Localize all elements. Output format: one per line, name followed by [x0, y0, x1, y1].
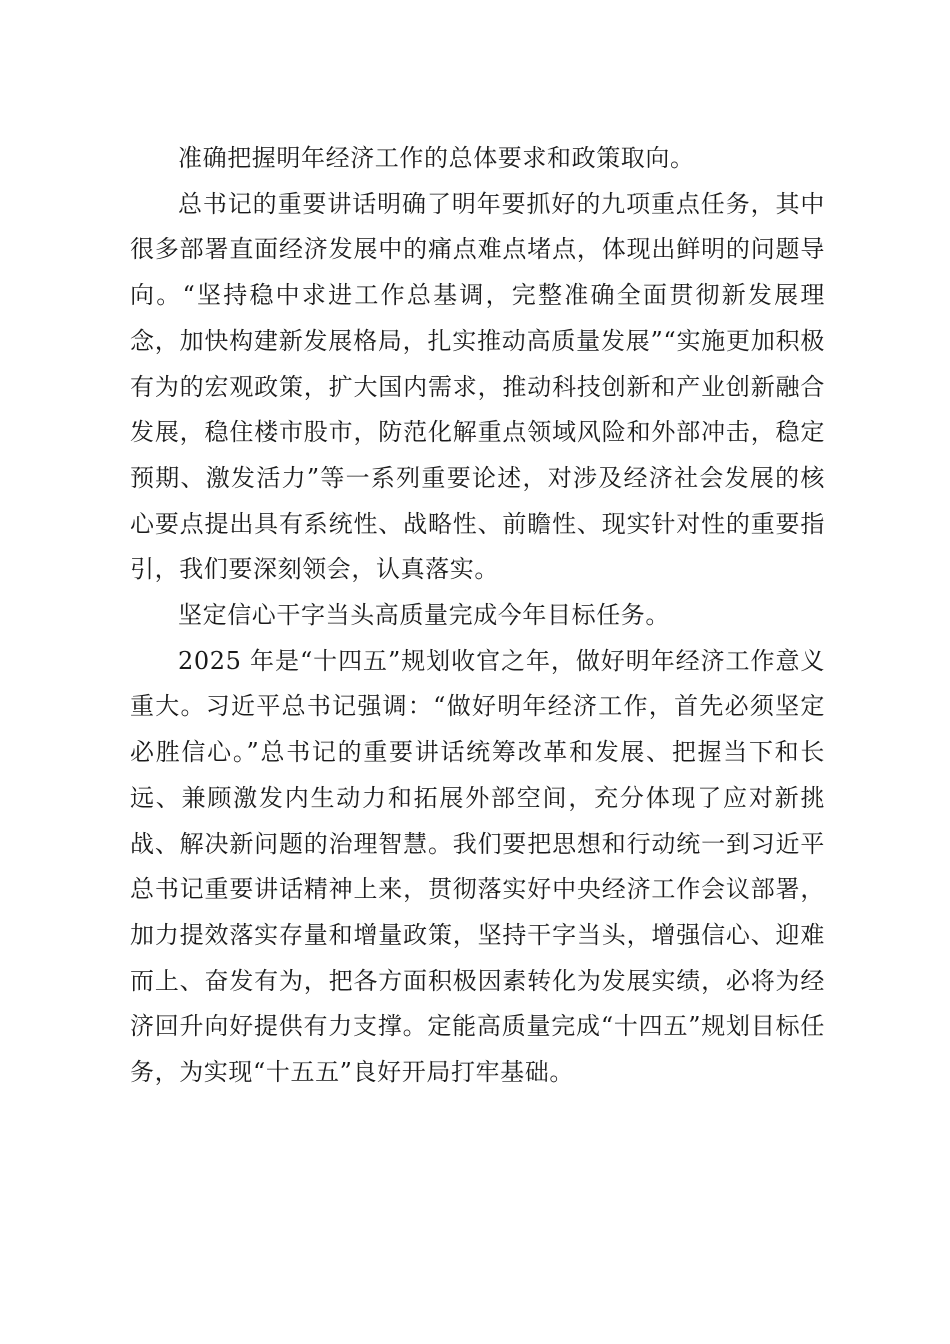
- paragraph-2025-goals: 2025 年是“十四五”规划收官之年，做好明年经济工作意义重大。习近平总书记强调：“做好明年经济工作，首先必须坚定必胜信心。”总书记的重要讲话统筹改革和发展、把握当下和长远、兼顾激发内生动力和拓展外部空间，充分体现了应对新挑战、解决新问题的治理智慧。我们要把思想和行动统一到习近平总书记重要讲话精神上来，贯彻落实好中央经济工作会议部署，加力提效落实存量和增量政策，坚持干字当头，增强信心、迎难而上、奋发有为，把各方面积极因素转化为发展实绩，必将为经济回升向好提供有力支撑。定能高质量完成“十四五”规划目标任务，为实现“十五五”良好开局打牢基础。: [130, 646, 825, 1087]
- paragraph-heading-policy: 准确把握明年经济工作的总体要求和政策取向。: [178, 144, 695, 172]
- paragraph-heading-confidence: 坚定信心干字当头高质量完成今年目标任务。: [178, 601, 670, 630]
- paragraph-key-tasks: 总书记的重要讲话明确了明年要抓好的九项重点任务，其中很多部署直面经济发展中的痛点难点堵点，体现出鲜明的问题导向。“坚持稳中求进工作总基调，完整准确全面贯彻新发展理念，加快构建新发展格局，扎实推动高质量发展”“实施更加积极有为的宏观政策，扩大国内需求，推动科技创新和产业创新融合发展，稳住楼市股市，防范化解重点领域风险和外部冲击，稳定预期、激发活力”等一系列重要论述，对涉及经济社会发展的核心要点提出具有系统性、战略性、前瞻性、现实针对性的重要指引，我们要深刻领会，认真落实。: [130, 189, 825, 584]
- document-body: [130, 136, 825, 1096]
